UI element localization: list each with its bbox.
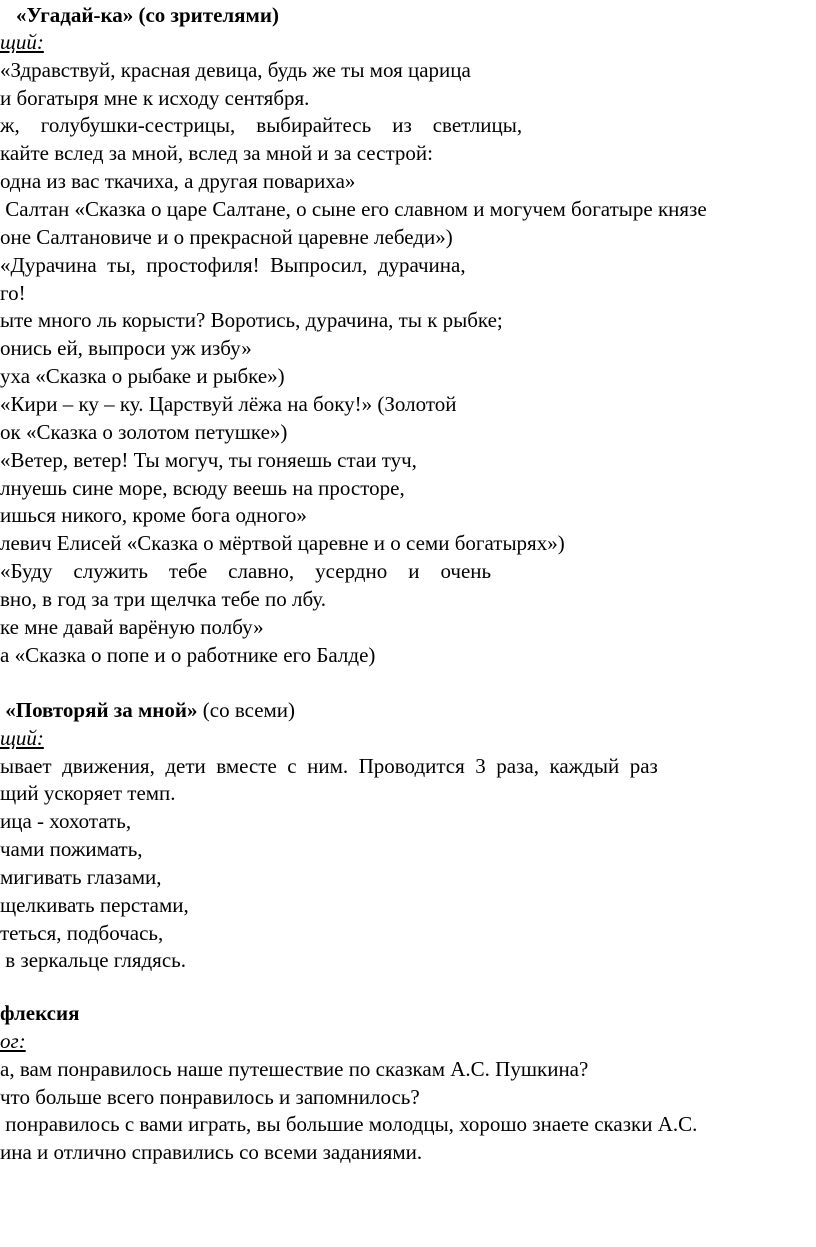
text-line: ыте много ль корысти? Воротись, дурачина, ты к рыбке;: [0, 308, 503, 332]
text-line: одна из вас ткачиха, а другая повариха»: [0, 169, 356, 193]
text-line: в зеркальце глядясь.: [0, 948, 186, 972]
text-line: теться, подбочась,: [0, 921, 164, 945]
text-line: оне Салтановиче и о прекрасной царевне лебеди»): [0, 225, 453, 249]
text-line: кайте вслед за мной, вслед за мной и за сестрой:: [0, 141, 433, 165]
text-line: го!: [0, 281, 26, 305]
text-line: ж, голубушки-сестрицы, выбирайтесь из светлицы,: [0, 113, 523, 137]
speaker-label: ог:: [0, 1029, 26, 1053]
section-heading-refleksiya: флексия: [0, 1001, 80, 1025]
text-line: ок «Сказка о золотом петушке»): [0, 420, 288, 444]
text-line: чами пожимать,: [0, 837, 143, 861]
text-line: щий ускоряет темп.: [0, 781, 176, 805]
text-line: «Ветер, ветер! Ты могуч, ты гоняешь стаи туч,: [0, 448, 417, 472]
text-line: онись ей, выпроси уж избу»: [0, 336, 252, 360]
section-heading-povtoryay: [0, 697, 295, 724]
text-line: мигивать глазами,: [0, 865, 162, 889]
text-line: «Здравствуй, красная девица, будь же ты моя царица: [0, 58, 471, 82]
speaker-label: щий:: [0, 30, 44, 54]
text-line: а, вам понравилось наше путешествие по сказкам А.С. Пушкина?: [0, 1057, 589, 1081]
section-heading-ugadayka: «Угадай-ка» (со зрителями): [16, 3, 279, 27]
text-line: «Дурачина ты, простофиля! Выпросил, дурачина,: [0, 253, 466, 277]
text-line: ишься никого, кроме бога одного»: [0, 503, 307, 527]
text-line: что больше всего понравилось и запомнилось?: [0, 1085, 420, 1109]
text-line: ывает движения, дети вместе с ним. Проводится 3 раза, каждый раз: [0, 754, 658, 778]
text-line: уха «Сказка о рыбаке и рыбке»): [0, 364, 285, 388]
text-line: «Кири – ку – ку. Царствуй лёжа на боку!» (Золотой: [0, 392, 457, 416]
text-line: Салтан «Сказка о царе Салтане, о сыне его славном и могучем богатыре князе: [0, 197, 707, 221]
section-heading-bold: «Повторяй за мной»: [0, 698, 198, 722]
speaker-label: щий:: [0, 726, 44, 750]
section-heading-rest: (со всеми): [197, 698, 296, 722]
text-line: понравилось с вами играть, вы большие молодцы, хорошо знаете сказки А.С.: [0, 1112, 698, 1136]
text-line: ина и отлично справились со всеми заданиями.: [0, 1140, 423, 1164]
text-line: лнуешь сине море, всюду веешь на просторе,: [0, 476, 405, 500]
text-line: ица - хохотать,: [0, 809, 132, 833]
text-line: а «Сказка о попе и о работнике его Балде): [0, 643, 376, 667]
text-line: вно, в год за три щелчка тебе по лбу.: [0, 587, 326, 611]
text-line: левич Елисей «Сказка о мёртвой царевне и о семи богатырях»): [0, 531, 565, 555]
text-line: «Буду служить тебе славно, усердно и очень: [0, 559, 492, 583]
text-line: щелкивать перстами,: [0, 893, 189, 917]
text-line: ке мне давай варёную полбу»: [0, 615, 264, 639]
text-line: и богатыря мне к исходу сентября.: [0, 86, 310, 110]
